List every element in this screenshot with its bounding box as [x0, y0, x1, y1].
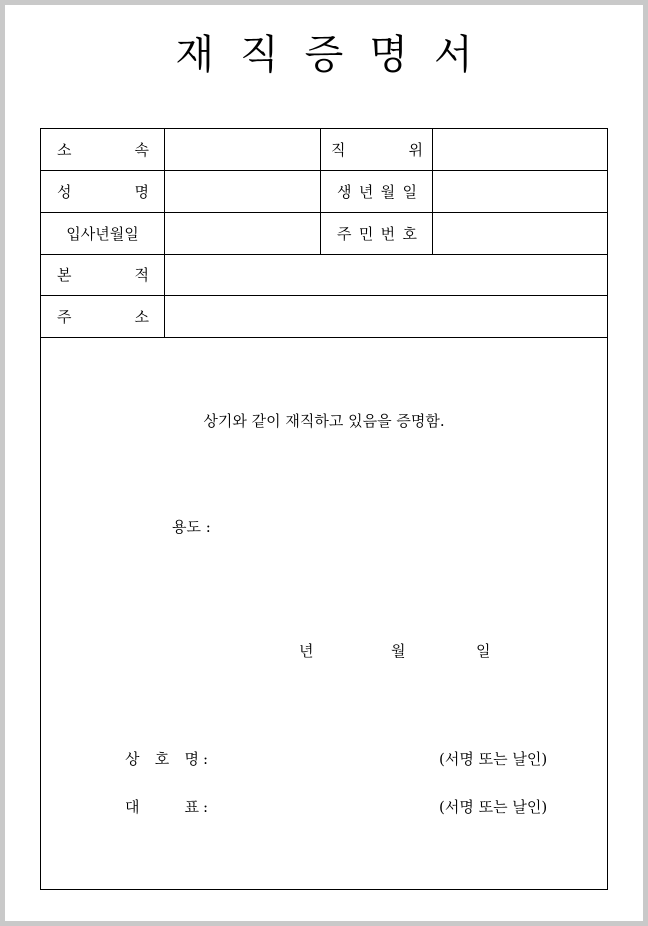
- company-sign-note: (서명 또는 날인): [439, 750, 548, 768]
- company-colon: :: [203, 750, 209, 768]
- company-name-label: 상 호 명: [125, 750, 199, 768]
- row-divider: [41, 295, 607, 296]
- representative-sign-note: (서명 또는 날인): [439, 798, 548, 816]
- date-year-label: 년: [299, 642, 314, 660]
- row-divider: [41, 212, 607, 213]
- representative-colon: :: [203, 798, 209, 816]
- purpose-label: 용도 :: [172, 518, 211, 536]
- address-field[interactable]: [169, 307, 599, 327]
- name-field[interactable]: [169, 182, 314, 202]
- resident-number-field[interactable]: [438, 224, 603, 244]
- hire-date-label: 입사년월일: [66, 225, 139, 243]
- date-month-label: 월: [391, 642, 406, 660]
- column-divider: [432, 129, 433, 254]
- row-divider: [41, 337, 607, 338]
- row-divider: [41, 170, 607, 171]
- domicile-label: 본 적: [57, 266, 149, 284]
- affiliation-label: 소 속: [57, 141, 149, 159]
- position-label: 직 위: [331, 141, 423, 159]
- birth-date-field[interactable]: [438, 182, 603, 202]
- certificate-page: [5, 5, 643, 921]
- address-label: 주 소: [57, 308, 149, 326]
- position-field[interactable]: [438, 140, 603, 160]
- purpose-field[interactable]: [226, 517, 526, 537]
- resident-number-label: 주 민 번 호: [337, 225, 417, 243]
- birth-date-label: 생 년 월 일: [337, 183, 417, 201]
- hire-date-field[interactable]: [169, 224, 314, 244]
- affiliation-field[interactable]: [169, 140, 314, 160]
- row-divider: [41, 254, 607, 255]
- representative-label: 대 표: [125, 798, 199, 816]
- column-divider: [320, 129, 321, 254]
- date-day-label: 일: [476, 642, 491, 660]
- certification-statement: 상기와 같이 재직하고 있음을 증명함.: [203, 412, 445, 430]
- page-title: 재직증명서: [175, 32, 499, 78]
- name-label: 성 명: [57, 183, 149, 201]
- domicile-field[interactable]: [169, 265, 599, 285]
- certificate-form: [40, 128, 608, 890]
- column-divider: [164, 129, 165, 337]
